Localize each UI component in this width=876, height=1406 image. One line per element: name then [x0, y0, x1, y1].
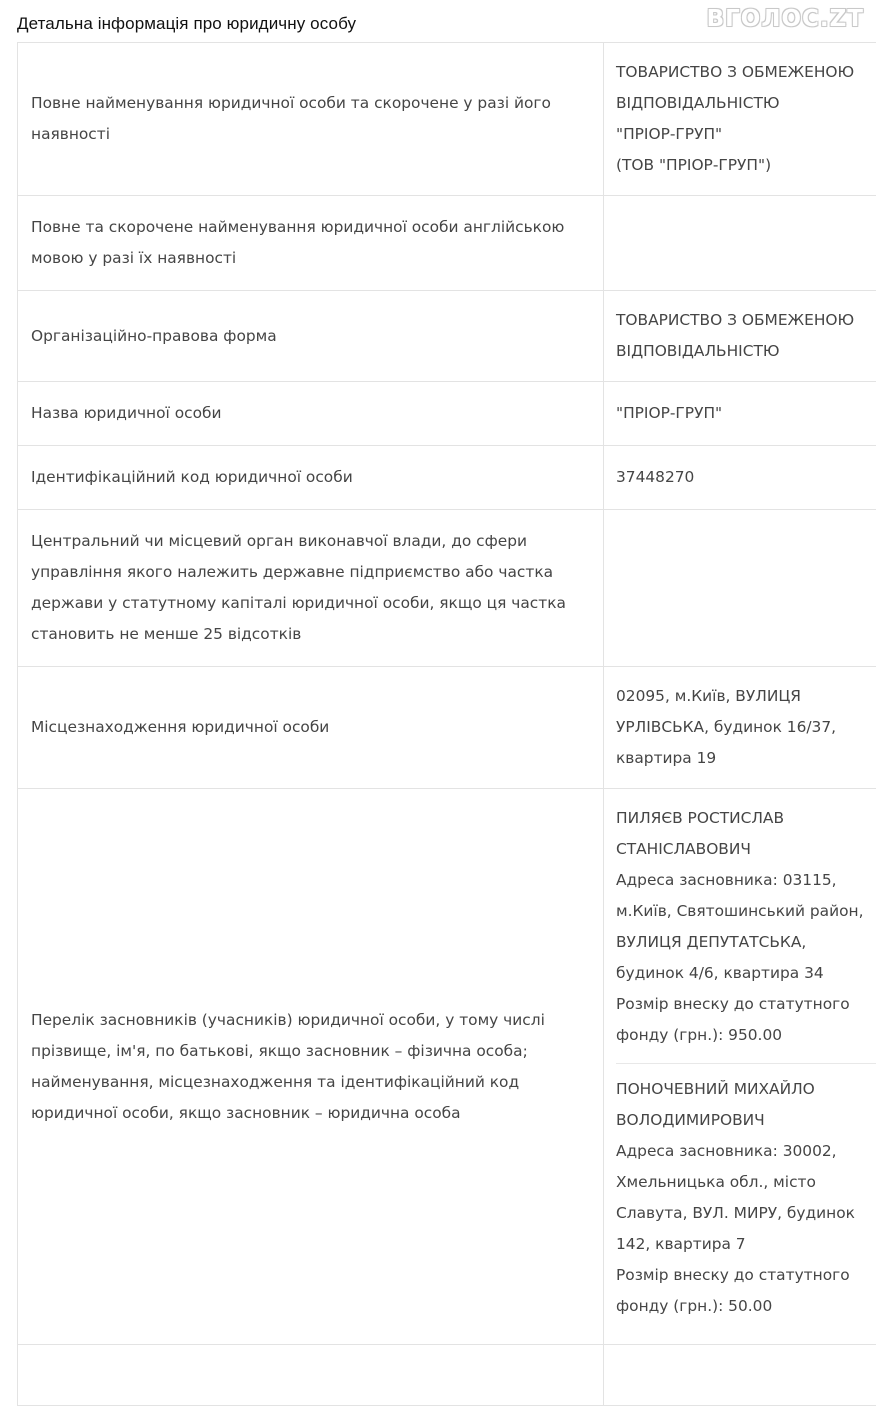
row-value — [604, 1345, 876, 1406]
row-label: Перелік засновників (учасників) юридичної особи, у тому числі прізвище, ім'я, по батькові, якщо засновник – фізична особа; найменування, місцезнаходження та ідентифікаційний код юридичної особи, якщо засновник – юридична особа — [18, 789, 604, 1345]
founder-line: Розмір внеску до статутного — [616, 1260, 876, 1291]
table-row — [18, 291, 876, 382]
row-value — [604, 446, 876, 510]
founder-line: фонду (грн.): 950.00 — [616, 1020, 876, 1051]
value-line: ТОВАРИСТВО З ОБМЕЖЕНОЮ — [616, 305, 876, 336]
row-label: Назва юридичної особи — [18, 382, 604, 446]
founder-line: 142, квартира 7 — [616, 1229, 876, 1260]
row-value — [604, 789, 876, 1345]
row-label — [18, 1345, 604, 1406]
founder-line: ПИЛЯЄВ РОСТИСЛАВ — [616, 803, 876, 834]
founder-line: ПОНОЧЕВНИЙ МИХАЙЛО — [616, 1074, 876, 1105]
value-line: (ТОВ "ПРІОР-ГРУП") — [616, 150, 876, 181]
row-label: Організаційно-правова форма — [18, 291, 604, 382]
row-label: Повне та скорочене найменування юридичної особи англійською мовою у разі їх наявності — [18, 196, 604, 291]
founder-entry — [616, 1063, 876, 1330]
value-line: УРЛІВСЬКА, будинок 16/37, — [616, 712, 876, 743]
value-line: 37448270 — [616, 462, 876, 493]
value-line: ВІДПОВІДАЛЬНІСТЮ — [616, 336, 876, 367]
value-line: ТОВАРИСТВО З ОБМЕЖЕНОЮ — [616, 57, 876, 88]
table-row — [18, 43, 876, 196]
founder-line: фонду (грн.): 50.00 — [616, 1291, 876, 1322]
table-row — [18, 446, 876, 510]
founder-line: м.Київ, Святошинський район, — [616, 896, 876, 927]
row-label: Місцезнаходження юридичної особи — [18, 667, 604, 789]
value-line: "ПРІОР-ГРУП" — [616, 119, 876, 150]
site-logo-watermark: ВГОЛОС.ZT — [707, 6, 864, 32]
row-value — [604, 291, 876, 382]
founder-line: СТАНІСЛАВОВИЧ — [616, 834, 876, 865]
founder-line: Славута, ВУЛ. МИРУ, будинок — [616, 1198, 876, 1229]
founder-line: ВОЛОДИМИРОВИЧ — [616, 1105, 876, 1136]
table-row — [18, 1345, 876, 1406]
table-row — [18, 667, 876, 789]
table-row — [18, 382, 876, 446]
row-label: Ідентифікаційний код юридичної особи — [18, 446, 604, 510]
value-line: ВІДПОВІДАЛЬНІСТЮ — [616, 88, 876, 119]
entity-info-table — [17, 42, 876, 1406]
row-value — [604, 667, 876, 789]
row-value — [604, 196, 876, 291]
founder-line: ВУЛИЦЯ ДЕПУТАТСЬКА, — [616, 927, 876, 958]
value-line: "ПРІОР-ГРУП" — [616, 398, 876, 429]
value-line: 02095, м.Київ, ВУЛИЦЯ — [616, 681, 876, 712]
founder-line: Розмір внеску до статутного — [616, 989, 876, 1020]
founder-line: Хмельницька обл., місто — [616, 1167, 876, 1198]
row-label: Центральний чи місцевий орган виконавчої влади, до сфери управління якого належить державне підприємство або частка держави у статутному капіталі юридичної особи, якщо ця частка становить не менше 25 відсотків — [18, 510, 604, 667]
table-row — [18, 789, 876, 1345]
row-value — [604, 510, 876, 667]
row-label: Повне найменування юридичної особи та скорочене у разі його наявності — [18, 43, 604, 196]
value-line: квартира 19 — [616, 743, 876, 774]
table-row — [18, 510, 876, 667]
table-row — [18, 196, 876, 291]
founder-entry — [616, 803, 876, 1059]
row-value — [604, 43, 876, 196]
row-value — [604, 382, 876, 446]
page-title: Детальна інформація про юридичну особу — [17, 14, 356, 34]
founder-line: Адреса засновника: 30002, — [616, 1136, 876, 1167]
founder-line: Адреса засновника: 03115, — [616, 865, 876, 896]
founder-line: будинок 4/6, квартира 34 — [616, 958, 876, 989]
